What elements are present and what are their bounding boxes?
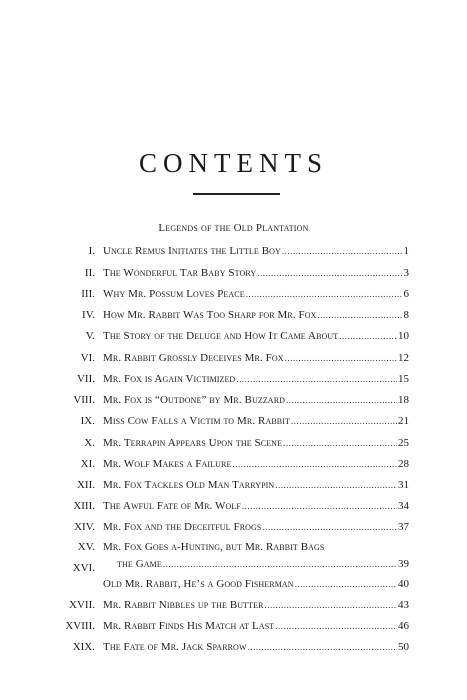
- leader-dots: [275, 621, 397, 631]
- toc-entry[interactable]: [0, 245, 467, 261]
- leader-dots: [286, 395, 397, 405]
- page-number: 39: [398, 558, 409, 570]
- chapter-title: Mr. Terrapin Appears Upon the Scene: [103, 437, 283, 449]
- chapter-number: XVII.: [69, 599, 95, 611]
- chapter-title: Miss Cow Falls a Victim to Mr. Rabbit: [103, 415, 290, 427]
- page-number: 3: [403, 267, 409, 279]
- page-number: 18: [398, 394, 409, 406]
- toc-entry[interactable]: [0, 309, 467, 325]
- chapter-number: VI.: [80, 352, 95, 364]
- section-heading: Legends of the Old Plantation: [158, 222, 309, 234]
- chapter-number: XV.: [77, 541, 95, 553]
- leader-dots: [265, 600, 397, 610]
- chapter-title: The Wonderful Tar Baby Story: [103, 267, 257, 279]
- chapter-title: Mr. Fox Goes a-Hunting, but Mr. Rabbit Bags: [103, 541, 325, 553]
- toc-entry[interactable]: [0, 415, 467, 431]
- chapter-title: Mr. Fox and the Deceitful Frogs: [103, 521, 262, 533]
- page-number: 10: [398, 330, 409, 342]
- page-number: 6: [403, 288, 409, 300]
- page-number: 25: [398, 437, 409, 449]
- chapter-number: XIII.: [73, 500, 95, 512]
- leader-dots: [262, 522, 397, 532]
- chapter-number: XI.: [80, 458, 95, 470]
- page-number: 8: [403, 309, 409, 321]
- page-number: 12: [398, 352, 409, 364]
- page-number: 34: [398, 500, 409, 512]
- page-title: CONTENTS: [139, 148, 328, 178]
- chapter-title: Mr. Fox is Again Victimized: [103, 373, 236, 385]
- chapter-number: XIV.: [74, 521, 95, 533]
- chapter-title: Mr. Wolf Makes a Failure: [103, 458, 232, 470]
- chapter-number: I.: [88, 245, 95, 257]
- chapter-number: X.: [84, 437, 95, 449]
- chapter-title: Old Mr. Rabbit, He’s a Good Fisherman: [103, 578, 294, 590]
- leader-dots: [163, 559, 397, 569]
- chapter-number: VIII.: [73, 394, 95, 406]
- chapter-title: The Fate of Mr. Jack Sparrow: [103, 641, 247, 653]
- chapter-title: Mr. Rabbit Grossly Deceives Mr. Fox: [103, 352, 284, 364]
- chapter-title: Mr. Rabbit Finds His Match at Last: [103, 620, 275, 632]
- toc-entry[interactable]: [0, 437, 467, 453]
- page-number: 46: [398, 620, 409, 632]
- chapter-title: the Game: [117, 558, 162, 570]
- leader-dots: [282, 246, 403, 256]
- page-number: 40: [398, 578, 409, 590]
- chapter-title: Mr. Rabbit Nibbles up the Butter: [103, 599, 264, 611]
- page-number: 31: [398, 479, 409, 491]
- chapter-number: XII.: [76, 479, 95, 491]
- toc-entry[interactable]: [0, 394, 467, 410]
- leader-dots: [285, 353, 397, 363]
- leader-dots: [318, 310, 403, 320]
- leader-dots: [246, 289, 403, 299]
- chapter-title: The Story of the Deluge and How It Came About: [103, 330, 339, 342]
- chapter-title: The Awful Fate of Mr. Wolf: [103, 500, 241, 512]
- chapter-number: V.: [85, 330, 95, 342]
- toc-entry[interactable]: [0, 288, 467, 304]
- toc-entry[interactable]: [0, 458, 467, 474]
- leader-dots: [232, 459, 397, 469]
- toc-entry[interactable]: [0, 599, 467, 615]
- leader-dots: [248, 642, 397, 652]
- toc-entry[interactable]: [0, 521, 467, 537]
- chapter-title: Mr. Fox is “Outdone” by Mr. Buzzard: [103, 394, 286, 406]
- toc-entry[interactable]: [0, 620, 467, 636]
- toc-entry[interactable]: [0, 500, 467, 516]
- leader-dots: [283, 438, 397, 448]
- leader-dots: [291, 416, 397, 426]
- chapter-number: II.: [84, 267, 95, 279]
- chapter-number: VII.: [76, 373, 95, 385]
- toc-entry[interactable]: [0, 330, 467, 346]
- page-number: 15: [398, 373, 409, 385]
- page-number: 1: [403, 245, 409, 257]
- chapter-number: XIX.: [72, 641, 95, 653]
- toc-entry[interactable]: [0, 641, 467, 657]
- title-rule: [193, 193, 280, 195]
- chapter-number: XVIII.: [65, 620, 95, 632]
- chapter-title: Uncle Remus Initiates the Little Boy: [103, 245, 281, 257]
- toc-entry[interactable]: [0, 558, 467, 574]
- chapter-title: Mr. Fox Tackles Old Man Tarrypin: [103, 479, 275, 491]
- chapter-number: IX.: [80, 415, 95, 427]
- toc-entry[interactable]: [0, 373, 467, 389]
- leader-dots: [236, 374, 397, 384]
- page-number: 50: [398, 641, 409, 653]
- toc-entry[interactable]: [0, 267, 467, 283]
- chapter-number: III.: [81, 288, 95, 300]
- chapter-title: How Mr. Rabbit Was Too Sharp for Mr. Fox: [103, 309, 317, 321]
- page-number: 43: [398, 599, 409, 611]
- page-number: 37: [398, 521, 409, 533]
- leader-dots: [242, 501, 397, 511]
- leader-dots: [257, 268, 402, 278]
- toc-entry[interactable]: [0, 479, 467, 495]
- chapter-title: Why Mr. Possum Loves Peace: [103, 288, 245, 300]
- toc-entry[interactable]: [0, 541, 467, 557]
- page-number: 21: [398, 415, 409, 427]
- leader-dots: [339, 331, 397, 341]
- chapter-number: XVI.: [72, 562, 95, 574]
- page-number: 28: [398, 458, 409, 470]
- chapter-number: IV.: [82, 309, 95, 321]
- toc-entry[interactable]: [0, 352, 467, 368]
- toc-entry[interactable]: [0, 578, 467, 594]
- leader-dots: [295, 579, 397, 589]
- leader-dots: [275, 480, 397, 490]
